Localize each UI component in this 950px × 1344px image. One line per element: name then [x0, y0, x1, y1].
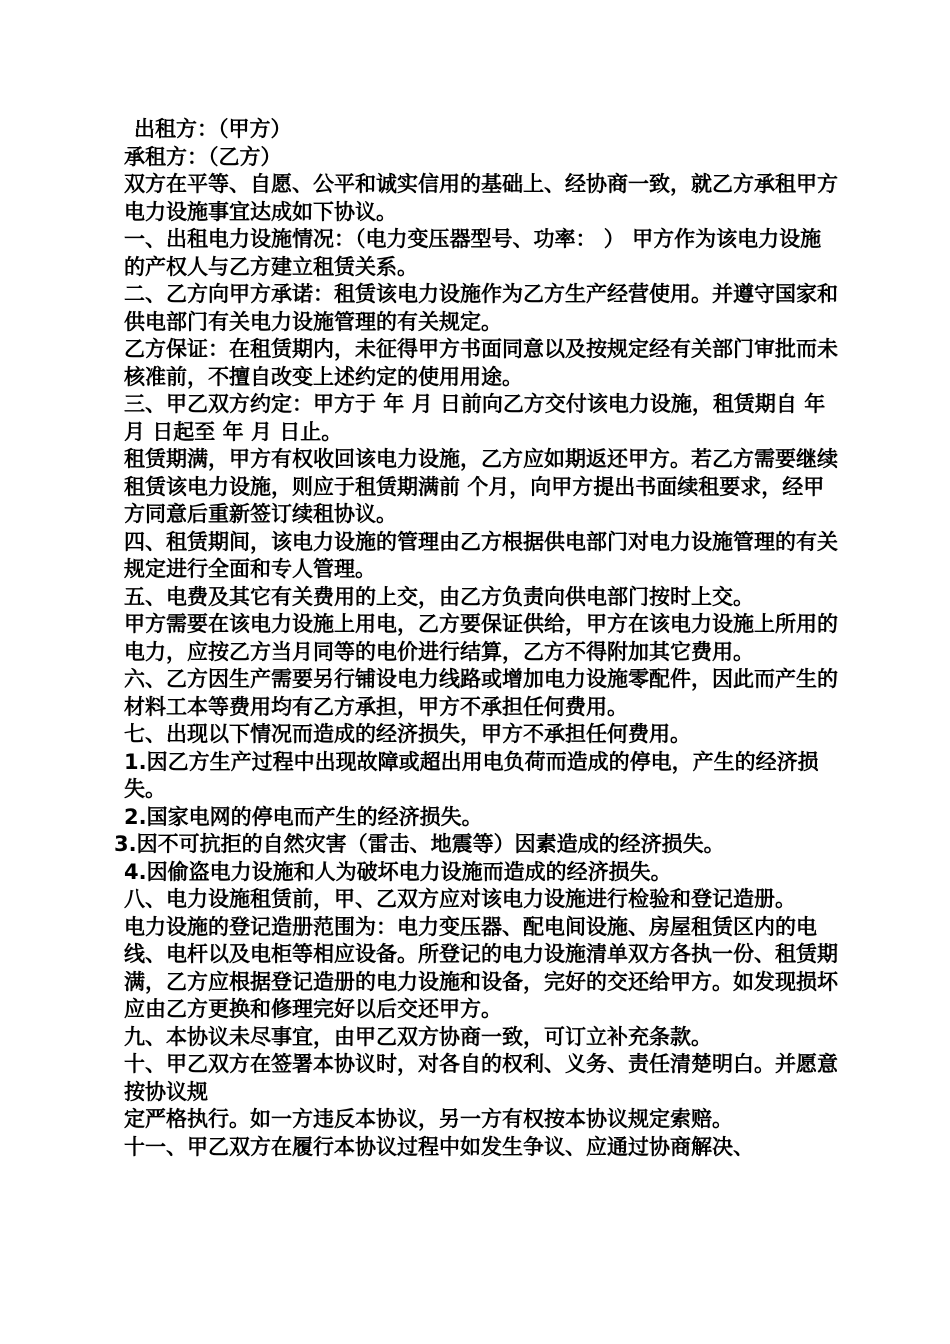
lessor-line: 出租方：（甲方）	[134, 117, 292, 141]
clause-1-paragraph: 一、出租电力设施情况：（电力变压器型号、功率： ） 甲方作为该电力设施的产权人与乙方建立租赁关系。	[124, 227, 822, 279]
clause-5-usage-paragraph: 甲方需要在该电力设施上用电，乙方要保证供给，甲方在该电力设施上所用的电力，应按乙方当月同等的电价进行结算，乙方不得附加其它费用。	[124, 612, 838, 664]
clause-9-paragraph: 九、本协议未尽事宜，由甲乙双方协商一致，可订立补充条款。	[124, 1024, 712, 1049]
clause-10-paragraph: 十、甲乙双方在签署本协议时，对各自的权利、义务、责任清楚明白。并愿意按协议规	[124, 1052, 838, 1104]
clause-7-item-2: 2.国家电网的停电而产生的经济损失。	[124, 804, 483, 829]
clause-7-item-1: 1.因乙方生产过程中出现故障或超出用电负荷而造成的停电，产生的经济损失。	[124, 749, 819, 801]
clause-6-paragraph: 六、乙方因生产需要另行铺设电力线路或增加电力设施零配件，因此而产生的材料工本等费用均有乙方承担，甲方不承担任何费用。	[124, 667, 838, 719]
preamble-paragraph: 双方在平等、自愿、公平和诚实信用的基础上、经协商一致，就乙方承租甲方电力设施事宜达成如下协议。	[124, 172, 838, 224]
contract-document	[114, 116, 838, 1161]
clause-2-guarantee-paragraph: 乙方保证：在租赁期内，未征得甲方书面同意以及按规定经有关部门审批而未核准前，不擅自改变上述约定的使用用途。	[124, 337, 838, 389]
clause-3-paragraph: 三、甲乙双方约定：甲方于 年 月 日前向乙方交付该电力设施，租赁期自 年 月 日起至 年 月 日止。	[124, 392, 826, 444]
clause-10-continuation: 定严格执行。如一方违反本协议，另一方有权按本协议规定索赔。	[124, 1107, 733, 1131]
clause-2-paragraph: 二、乙方向甲方承诺：租赁该电力设施作为乙方生产经营使用。并遵守国家和供电部门有关电力设施管理的有关规定。	[124, 282, 838, 334]
clause-7-paragraph: 七、出现以下情况而造成的经济损失，甲方不承担任何费用。	[124, 722, 691, 746]
clause-5-paragraph: 五、电费及其它有关费用的上交，由乙方负责向供电部门按时上交。	[124, 584, 754, 609]
clause-7-item-4: 4.因偷盗电力设施和人为破坏电力设施而造成的经济损失。	[124, 859, 672, 884]
clause-3-expiry-paragraph: 租赁期满，甲方有权收回该电力设施，乙方应如期返还甲方。若乙方需要继续租赁该电力设施，则应于租赁期满前 个月，向甲方提出书面续租要求，经甲方同意后重新签订续租协议。	[124, 447, 838, 526]
clause-8-paragraph: 八、电力设施租赁前，甲、乙双方应对该电力设施进行检验和登记造册。	[124, 887, 796, 911]
clause-11-paragraph: 十一、甲乙双方在履行本协议过程中如发生争议、应通过协商解决、	[124, 1134, 754, 1159]
clause-7-item-3: 3.因不可抗拒的自然灾害（雷击、地震等）因素造成的经济损失。	[114, 832, 725, 856]
clause-8-scope-paragraph: 电力设施的登记造册范围为：电力变压器、配电间设施、房屋租赁区内的电线、电杆以及电柜等相应设备。所登记的电力设施清单双方各执一份、租赁期满，乙方应根据登记造册的电力设施和设备，完好的交还给甲方。如发现损坏应由乙方更换和修理完好以后交还甲方。	[124, 914, 838, 1021]
lessee-line: 承租方：（乙方）	[124, 144, 282, 169]
clause-4-paragraph: 四、租赁期间，该电力设施的管理由乙方根据供电部门对电力设施管理的有关规定进行全面和专人管理。	[124, 529, 838, 581]
